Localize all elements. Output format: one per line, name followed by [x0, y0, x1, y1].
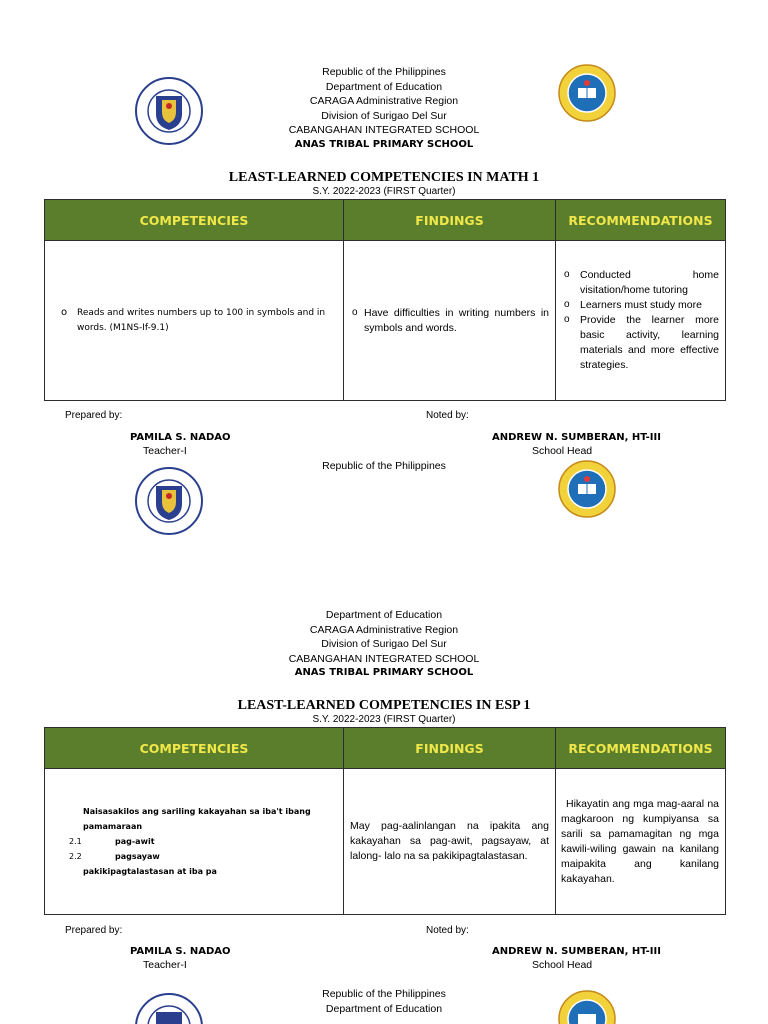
- header-block: [234, 65, 534, 152]
- col-recommendations: RECOMMENDATIONS: [556, 200, 726, 241]
- recommendation-cell: Hikayatin ang mga mag-aaral na magkaroon ng kumpiyansa sa sarili sa pamamagitan ng mga kawili-wiling gawain na kanilang maipakita ang kanilang kakayahan.: [556, 769, 726, 915]
- header-line: Division of Surigao Del Sur: [321, 109, 447, 122]
- recommendation-item: o Conducted home visitation/home tutoring: [562, 268, 719, 298]
- header-block: [234, 987, 534, 1016]
- prepared-by-label: Prepared by:: [65, 925, 123, 936]
- table-header-row: [45, 200, 726, 241]
- competency-main: Naisasakilos ang sariling kakayahan sa iba't ibang pamamaraan: [83, 807, 311, 831]
- competency-item: o Reads and writes numbers up to 100 in symbols and in words. (M1NS-If-9.1): [59, 306, 337, 336]
- school-year: S.Y. 2022-2023 (FIRST Quarter): [312, 186, 456, 197]
- teacher-title: Teacher-I: [143, 959, 187, 971]
- header-line: Republic of the Philippines: [322, 988, 446, 1000]
- competency-item: 2.2 pagsayaw: [69, 852, 160, 861]
- head-title: School Head: [532, 959, 593, 971]
- table-row: [45, 769, 726, 915]
- header-line: CARAGA Administrative Region: [309, 623, 459, 636]
- recommendation-item: o Provide the learner more basic activity, learning materials and more effective strategies.: [562, 313, 719, 373]
- school-name: ANAS TRIBAL PRIMARY SCHOOL: [294, 667, 474, 678]
- header-line: Republic of the Philippines: [322, 460, 446, 472]
- header-line: CABANGAHAN INTEGRATED SCHOOL: [288, 124, 480, 136]
- recommendation-cell: [556, 241, 726, 401]
- school-year: S.Y. 2022-2023 (FIRST Quarter): [312, 714, 456, 725]
- table-header-row: [45, 728, 726, 769]
- noted-by-label: Noted by:: [426, 410, 469, 421]
- finding-item: o Have difficulties in writing numbers in symbols and words.: [350, 306, 549, 336]
- header-line: Department of Education: [325, 1002, 443, 1015]
- doc-title: LEAST-LEARNED COMPETENCIES IN MATH 1: [228, 170, 540, 185]
- head-name: ANDREW N. SUMBERAN, HT-III: [492, 946, 661, 957]
- school-seal: [558, 64, 616, 122]
- competency-cell: [45, 241, 344, 401]
- finding-cell: [344, 241, 556, 401]
- header-line: CABANGAHAN INTEGRATED SCHOOL: [288, 652, 480, 665]
- header-line: Republic of the Philippines: [322, 66, 446, 78]
- finding-cell: May pag-aalinlangan na ipakita ang kakayahan sa pag-awit, pagsayaw, at lalong- lalo na sa pakikipagtalastasan.: [344, 769, 556, 915]
- header-line: Department of Education: [325, 609, 443, 621]
- header-line: Division of Surigao Del Sur: [321, 638, 447, 650]
- school-name: ANAS TRIBAL PRIMARY SCHOOL: [294, 138, 474, 150]
- competency-tail: pakikipagtalastasan at iba pa: [83, 867, 217, 876]
- teacher-name: PAMILA S. NADAO: [130, 432, 231, 443]
- col-findings: FINDINGS: [344, 200, 556, 241]
- col-competencies: COMPETENCIES: [45, 728, 344, 769]
- col-competencies: COMPETENCIES: [45, 200, 344, 241]
- noted-by-label: Noted by:: [426, 925, 469, 936]
- header-line: Department of Education: [325, 80, 443, 93]
- school-seal: [558, 990, 616, 1024]
- competency-table: [44, 199, 726, 401]
- recommendation-item: o Learners must study more: [562, 298, 719, 313]
- table-row: [45, 241, 726, 401]
- competency-item: 2.1 pag-awit: [69, 837, 155, 846]
- head-name: ANDREW N. SUMBERAN, HT-III: [492, 432, 661, 443]
- header-block: [234, 608, 534, 681]
- header-line: CARAGA Administrative Region: [309, 95, 459, 107]
- col-findings: FINDINGS: [344, 728, 556, 769]
- prepared-by-label: Prepared by:: [65, 410, 123, 421]
- deped-seal: [134, 76, 204, 146]
- deped-seal: [134, 992, 204, 1024]
- competency-cell: [45, 769, 344, 915]
- teacher-name: PAMILA S. NADAO: [130, 946, 231, 957]
- col-recommendations: RECOMMENDATIONS: [556, 728, 726, 769]
- doc-title: LEAST-LEARNED COMPETENCIES IN ESP 1: [237, 698, 531, 713]
- head-title: School Head: [532, 445, 593, 457]
- competency-table: [44, 727, 726, 915]
- school-seal: [558, 460, 616, 518]
- teacher-title: Teacher-I: [143, 445, 187, 457]
- deped-seal: [134, 466, 204, 536]
